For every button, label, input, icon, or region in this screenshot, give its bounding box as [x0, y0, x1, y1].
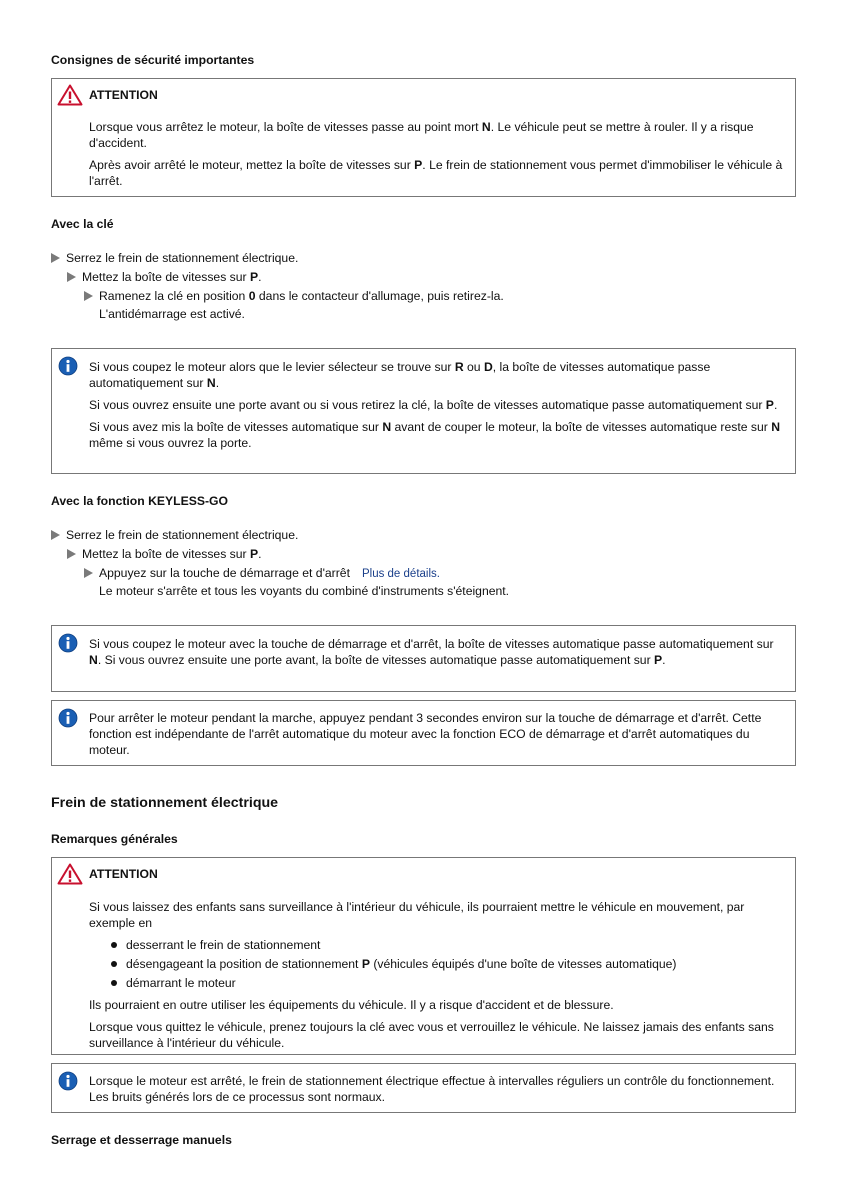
step-item: Mettez la boîte de vitesses sur P.	[67, 269, 262, 285]
info-body	[89, 710, 787, 758]
warning-title: ATTENTION	[89, 867, 158, 881]
info-icon	[58, 633, 78, 653]
warning-paragraph: Ils pourraient en outre utiliser les équipements du véhicule. Il y a risque d'accident et de blessure.	[89, 998, 614, 1012]
list-item: démarrant le moteur	[89, 975, 787, 991]
info-body	[89, 359, 787, 451]
warning-body	[89, 119, 787, 189]
info-body	[89, 636, 787, 668]
heading-safety: Consignes de sécurité importantes	[51, 53, 255, 67]
warning-body	[89, 899, 787, 1051]
warning-box-children	[51, 857, 796, 1055]
step-arrow-icon	[51, 253, 60, 263]
bullet-list	[89, 937, 787, 991]
info-paragraph: Si vous avez mis la boîte de vitesses automatique sur N avant de couper le moteur, la boîte de vitesses automatique reste sur N même si vous ouvrez la porte.	[89, 420, 781, 450]
warning-triangle-icon	[57, 863, 83, 885]
step-item: Serrez le frein de stationnement électrique.	[51, 250, 298, 266]
more-details-link[interactable]: Plus de détails.	[361, 568, 440, 580]
warning-paragraph: Lorsque vous arrêtez le moteur, la boîte de vitesses passe au point mort N. Le véhicule peut se mettre à rouler. Il y a risque d'accident.	[89, 120, 754, 150]
info-box-key	[51, 348, 796, 474]
step-result: L'antidémarrage est activé.	[99, 307, 245, 321]
info-box-stop-while-driving	[51, 700, 796, 766]
step-arrow-icon	[84, 291, 93, 301]
warning-box-safety	[51, 78, 796, 197]
info-icon	[58, 356, 78, 376]
heading-parking-brake: Frein de stationnement électrique	[51, 795, 279, 811]
step-arrow-icon	[67, 272, 76, 282]
warning-paragraph: Si vous laissez des enfants sans surveillance à l'intérieur du véhicule, ils pourraient mettre le véhicule en mouvement, par exemple en	[89, 900, 745, 930]
info-paragraph: Si vous coupez le moteur alors que le levier sélecteur se trouve sur R ou D, la boîte de vitesses automatique passe automatiquement sur N.	[89, 360, 711, 390]
step-arrow-icon	[84, 568, 93, 578]
warning-triangle-icon	[57, 84, 83, 106]
info-box-keyless	[51, 625, 796, 692]
heading-manual-apply-release: Serrage et desserrage manuels	[51, 1133, 232, 1147]
list-item: désengageant la position de stationnement P (véhicules équipés d'une boîte de vitesses automatique)	[89, 956, 787, 972]
heading-with-key: Avec la clé	[51, 217, 114, 231]
step-item: Appuyez sur la touche de démarrage et d'arrêt Plus de détails.	[84, 565, 440, 582]
step-arrow-icon	[67, 549, 76, 559]
info-paragraph: Pour arrêter le moteur pendant la marche, appuyez pendant 3 secondes environ sur la touche de démarrage et d'arrêt. Cette fonction est indépendante de l'arrêt automatique du moteur avec la fonction ECO de démarrage et d'arrêt automatiques du moteur.	[89, 711, 762, 757]
info-paragraph: Lorsque le moteur est arrêté, le frein de stationnement électrique effectue à intervalles réguliers un contrôle du fonctionnement. Les bruits générés lors de ce processus sont normaux.	[89, 1074, 775, 1104]
info-box-brake-check	[51, 1063, 796, 1113]
info-paragraph: Si vous coupez le moteur avec la touche de démarrage et d'arrêt, la boîte de vitesses automatique passe automatiquement sur N. Si vous ouvrez ensuite une porte avant, la boîte de vitesses automatique passe automatiquement sur P.	[89, 637, 774, 667]
step-item: Serrez le frein de stationnement électrique.	[51, 527, 298, 543]
warning-paragraph: Après avoir arrêté le moteur, mettez la boîte de vitesses sur P. Le frein de stationnement vous permet d'immobiliser le véhicule à l'arrêt.	[89, 158, 783, 188]
list-item: desserrant le frein de stationnement	[89, 937, 787, 953]
step-arrow-icon	[51, 530, 60, 540]
heading-keyless-go: Avec la fonction KEYLESS-GO	[51, 494, 228, 508]
subheading-general-remarks: Remarques générales	[51, 832, 178, 846]
warning-paragraph: Lorsque vous quittez le véhicule, prenez toujours la clé avec vous et verrouillez le véhicule. Ne laissez jamais des enfants sans surveillance à l'intérieur du véhicule.	[89, 1020, 774, 1050]
step-item: Ramenez la clé en position 0 dans le contacteur d'allumage, puis retirez-la.	[84, 288, 504, 304]
info-body	[89, 1073, 787, 1105]
step-item: Mettez la boîte de vitesses sur P.	[67, 546, 262, 562]
warning-title: ATTENTION	[89, 88, 158, 102]
info-icon	[58, 1071, 78, 1091]
info-paragraph: Si vous ouvrez ensuite une porte avant ou si vous retirez la clé, la boîte de vitesses automatique passe automatiquement sur P.	[89, 398, 778, 412]
info-icon	[58, 708, 78, 728]
step-result: Le moteur s'arrête et tous les voyants du combiné d'instruments s'éteignent.	[99, 584, 510, 598]
